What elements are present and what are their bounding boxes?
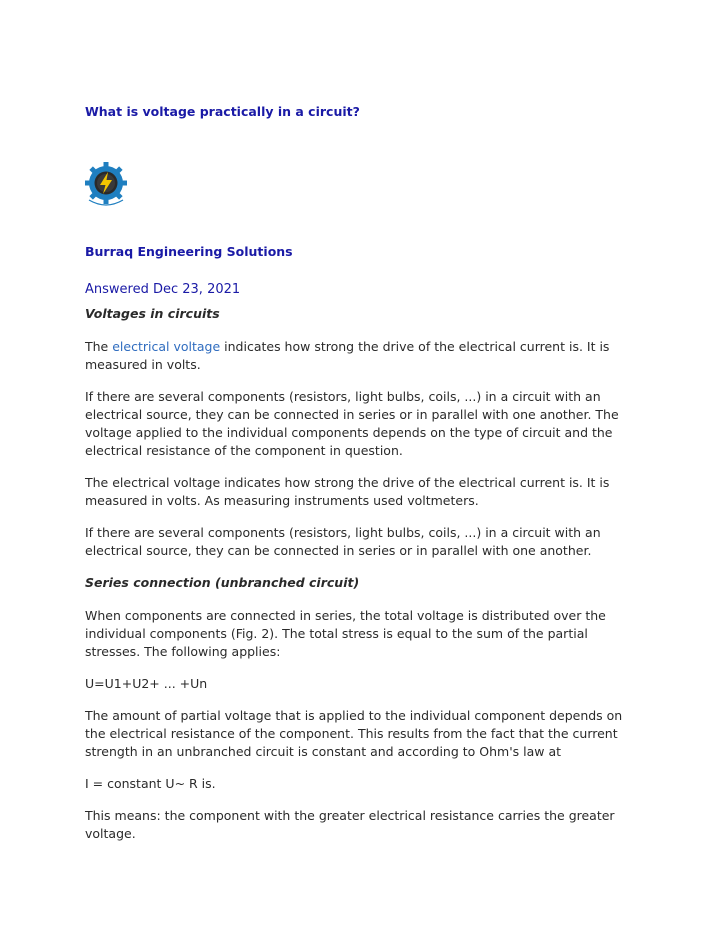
paragraph: The amount of partial voltage that is applied to the individual component depends on the electrical resistance of the component. This results from the fact that the current strength in an unbranched circuit is constant and according to Ohm's law at — [85, 708, 623, 759]
formula: I = constant U~ R is. — [85, 776, 216, 791]
formula: U=U1+U2+ ... +Un — [85, 676, 208, 691]
section-heading: Voltages in circuits — [85, 306, 220, 321]
question-title: What is voltage practically in a circuit? — [85, 104, 360, 119]
answer-author: Burraq Engineering Solutions — [85, 244, 293, 259]
section-heading: Series connection (unbranched circuit) — [85, 575, 360, 590]
paragraph: If there are several components (resistors, light bulbs, coils, ...) in a circuit with an electrical source, they can be connected in series or in parallel with one another. — [85, 525, 601, 558]
paragraph: This means: the component with the greater electrical resistance carries the greater voltage. — [85, 808, 615, 841]
electrical-voltage-link[interactable]: electrical voltage — [112, 339, 221, 354]
paragraph: If there are several components (resistors, light bulbs, coils, ...) in a circuit with an electrical source, they can be connected in series or in parallel with one another. The voltage applied to the individual components depends on the type of circuit and the electrical resistance of the component in question. — [85, 389, 619, 458]
lightning-gear-logo-icon — [81, 160, 131, 210]
paragraph — [85, 338, 645, 374]
answered-date: Answered Dec 23, 2021 — [85, 282, 241, 297]
paragraph-text: The — [85, 339, 113, 354]
answer-body — [85, 305, 645, 857]
paragraph: When components are connected in series, the total voltage is distributed over the individual components (Fig. 2). The total stress is equal to the sum of the partial stresses. The following applies: — [85, 608, 606, 659]
paragraph: The electrical voltage indicates how strong the drive of the electrical current is. It is measured in volts. As measuring instruments used voltmeters. — [85, 475, 610, 508]
paragraph-text: indicates how strong the drive of the electrical current is. It is measured in volts. — [85, 339, 610, 372]
